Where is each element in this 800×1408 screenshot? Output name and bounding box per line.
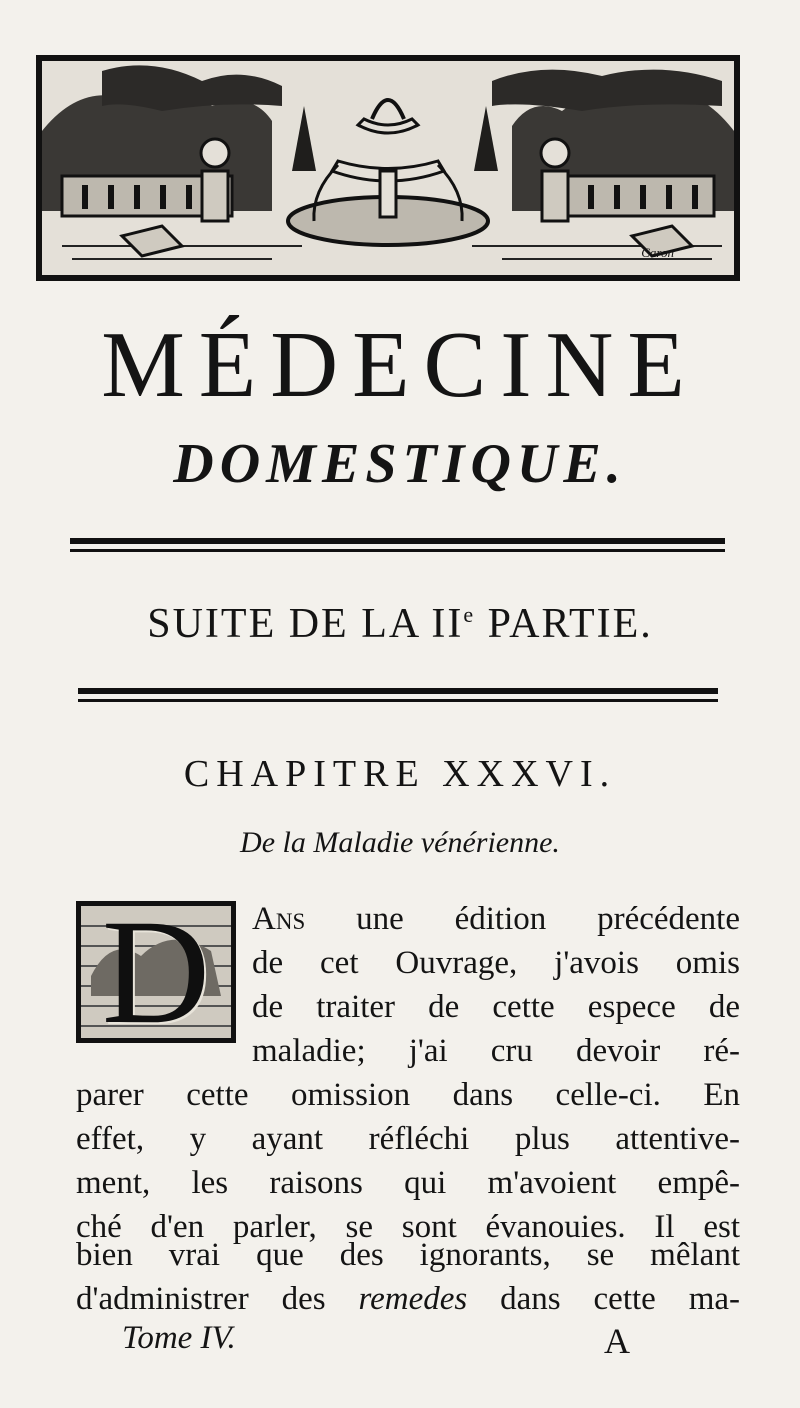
text-line-7: ment, les raisons qui m'avoient empê-: [76, 1165, 740, 1201]
double-rule-top: [70, 538, 725, 552]
text-line-4: maladie; j'ai cru devoir ré-: [252, 1033, 740, 1069]
text-line-2: de cet Ouvrage, j'avois omis: [252, 945, 740, 981]
part-heading: [0, 600, 800, 648]
text-line-9: bien vrai que des ignorants, se mêlant: [76, 1237, 740, 1273]
text-line-5: parer cette omission dans celle-ci. En: [76, 1077, 740, 1113]
text-line-1: [252, 903, 740, 936]
chapter-heading: CHAPITRE XXXVI.: [183, 753, 617, 795]
text-line-1-rest: une édition précédente: [305, 901, 740, 937]
text-line-8: ché d'en parler, se sont évanouies. Il est: [76, 1209, 740, 1245]
engraver-signature: Caron: [641, 245, 674, 260]
initial-letter: D: [101, 889, 211, 1055]
part-heading-suffix: PARTIE.: [475, 601, 653, 647]
text-line-10-before: d'administrer des: [76, 1281, 359, 1317]
decorated-initial: [76, 889, 236, 1055]
double-rule-bottom: [78, 688, 718, 702]
text-line-6: effet, y ayant réfléchi plus attentive-: [76, 1121, 740, 1157]
part-heading-superscript: e: [463, 602, 476, 627]
part-heading-prefix: SUITE DE LA II: [147, 601, 464, 647]
text-line-10: [76, 1283, 740, 1316]
garden-fountain-illustration: [42, 61, 734, 275]
text-line-10-italic: remedes: [358, 1281, 468, 1317]
chapter-subtitle: De la Maladie vénérienne.: [240, 826, 560, 859]
signature-mark: A: [604, 1321, 630, 1361]
text-line-1-lead: Ans: [252, 901, 306, 937]
book-title: MÉDECINE: [101, 313, 699, 417]
text-line-10-after: dans cette ma-: [467, 1281, 740, 1317]
headpiece-engraving: [36, 55, 740, 281]
book-subtitle: DOMESTIQUE.: [173, 433, 627, 495]
volume-footer: Tome IV.: [122, 1320, 236, 1356]
text-line-3: de traiter de cette espece de: [252, 989, 740, 1025]
